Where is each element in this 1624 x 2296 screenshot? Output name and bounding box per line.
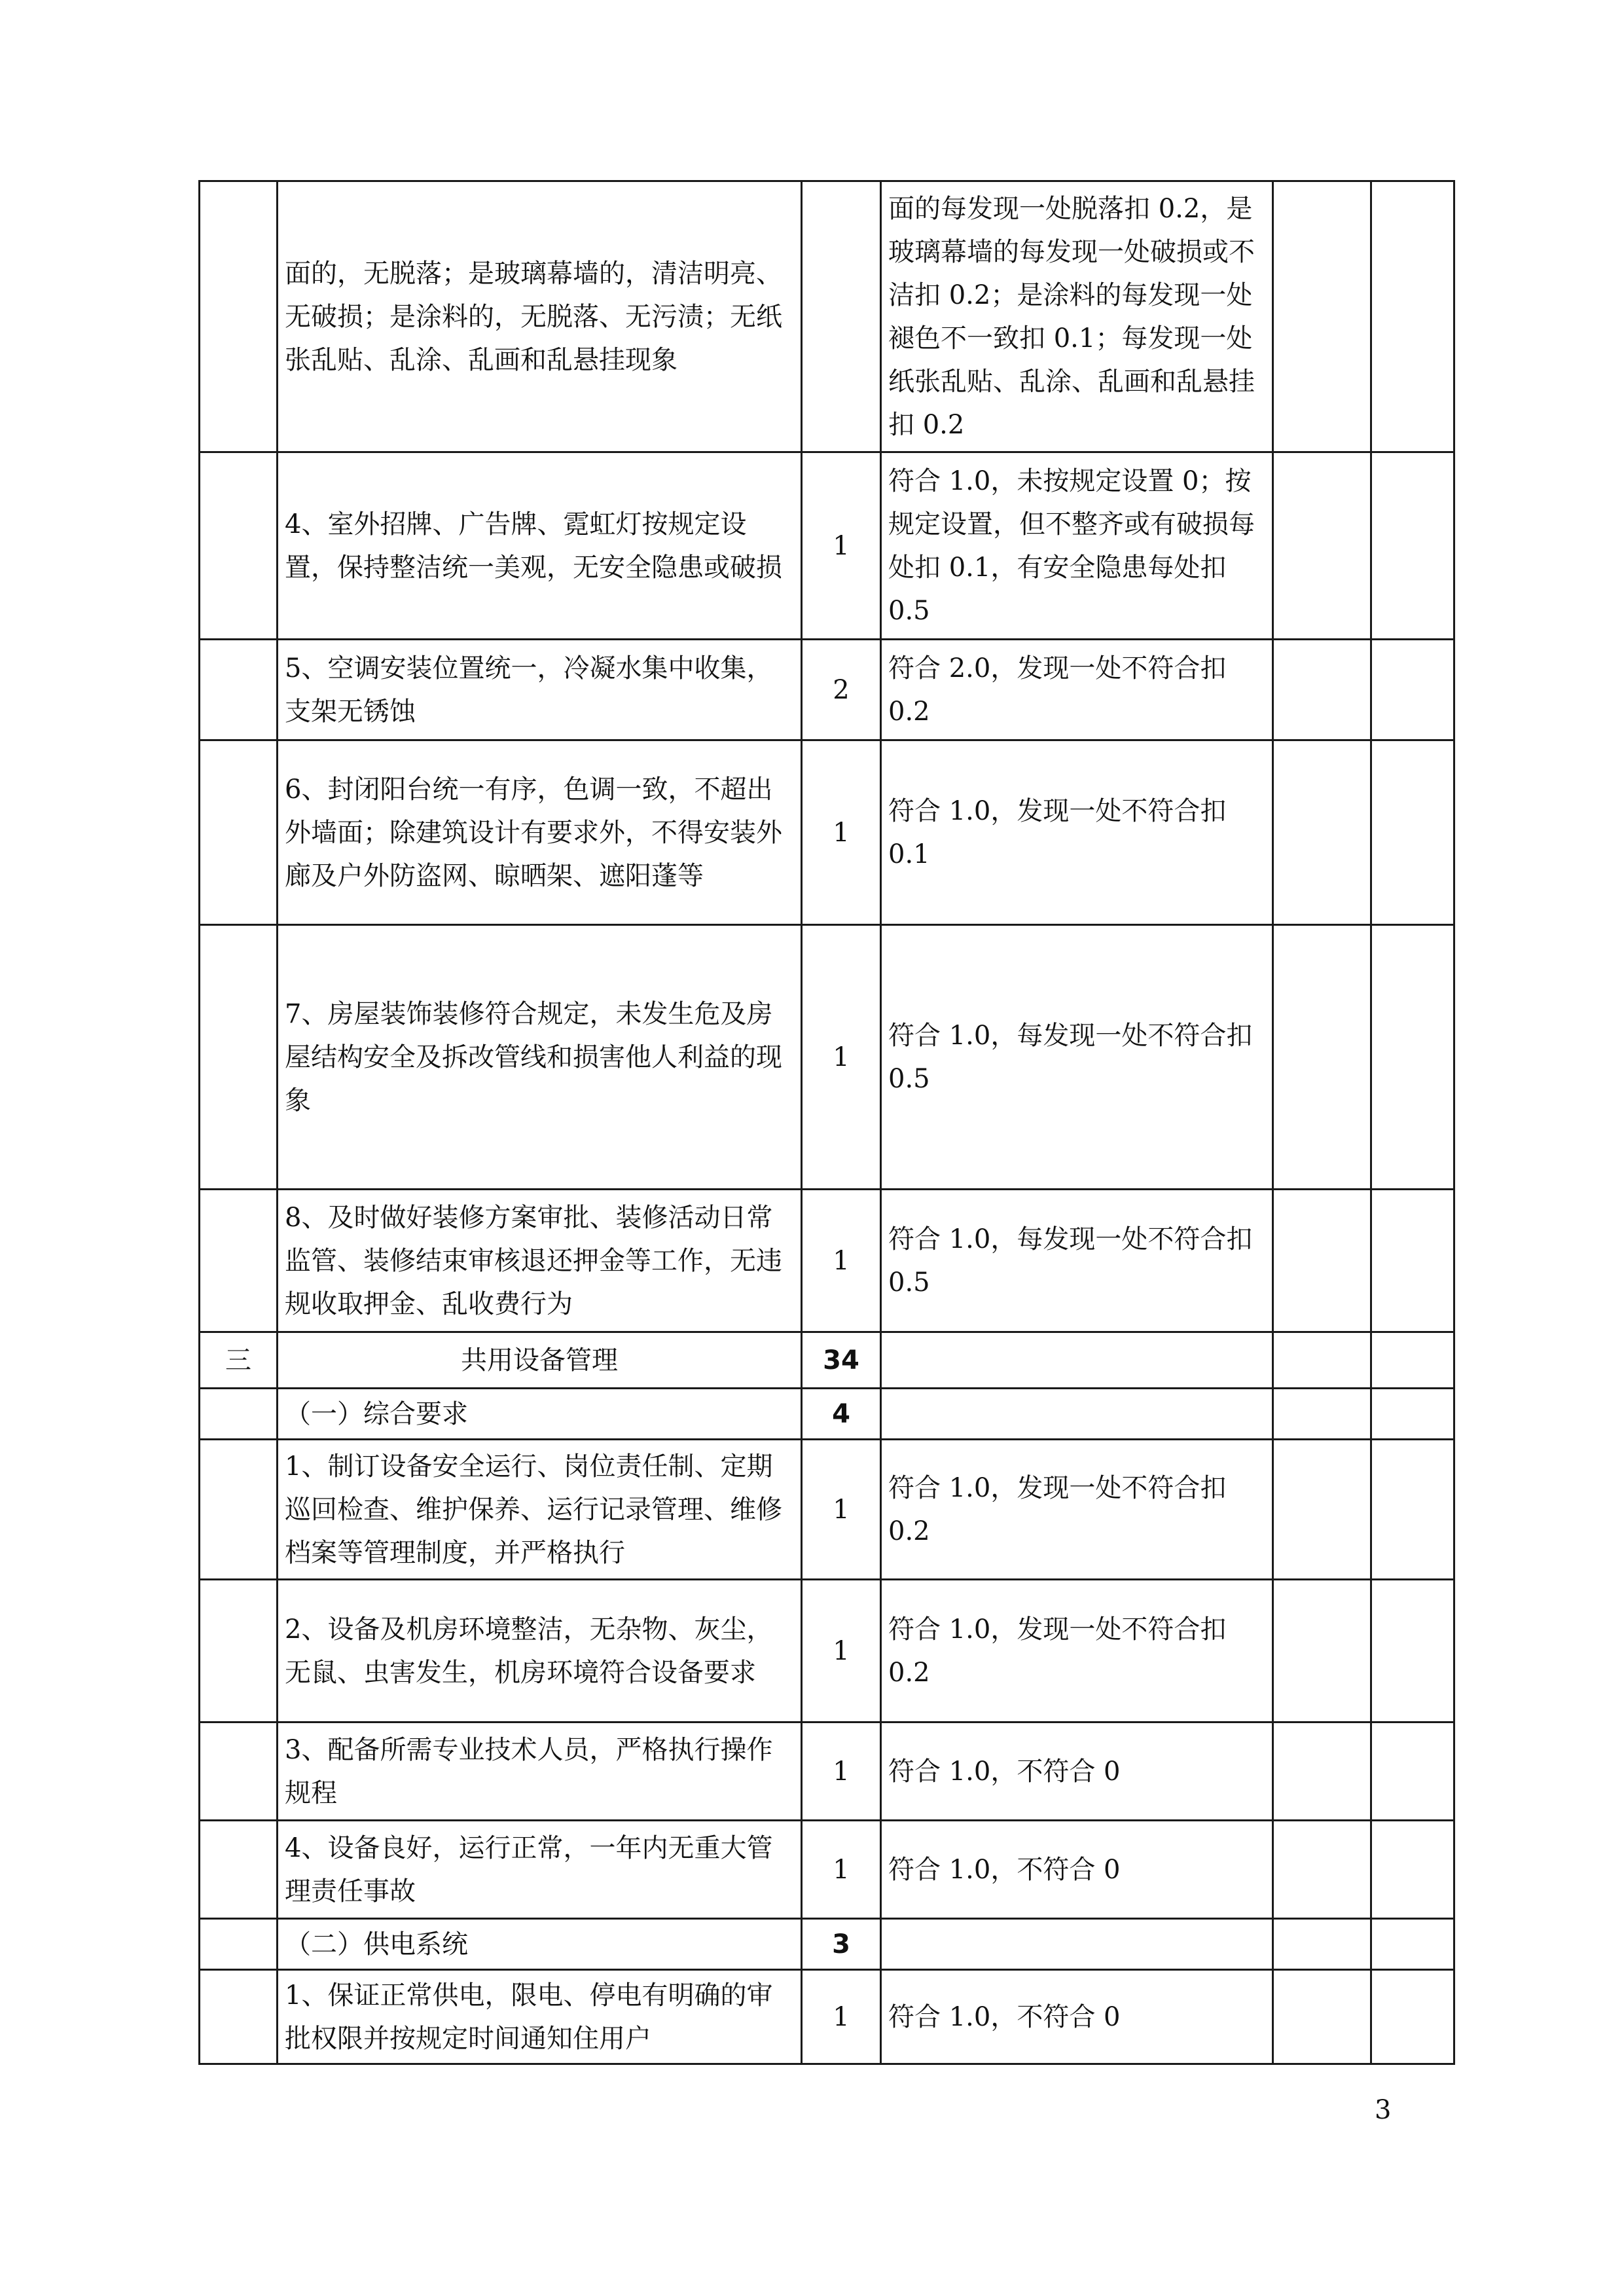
table-row [200,925,1454,1190]
item-cell: 2、设备及机房环境整洁，无杂物、灰尘，无鼠、虫害发生，机房环境符合设备要求 [278,1580,802,1722]
section-cell [200,1389,278,1440]
section-cell [200,640,278,740]
rule-cell: 符合 1.0，每发现一处不符合扣 0.5 [881,1190,1273,1332]
item-cell: 3、配备所需专业技术人员，严格执行操作规程 [278,1722,802,1821]
blank-cell [1273,1919,1371,1970]
blank-cell [1371,1389,1454,1440]
section-cell [200,1722,278,1821]
blank-cell [1273,181,1371,452]
score-cell: 4 [802,1389,881,1440]
rule-cell [881,1389,1273,1440]
score-cell: 34 [802,1332,881,1389]
table-row [200,1722,1454,1821]
section-cell [200,1821,278,1919]
blank-cell [1371,1821,1454,1919]
table-row [200,1919,1454,1970]
blank-cell [1273,1332,1371,1389]
rule-cell: 符合 1.0，每发现一处不符合扣 0.5 [881,925,1273,1190]
item-cell: 4、设备良好，运行正常，一年内无重大管理责任事故 [278,1821,802,1919]
section-cell [200,1919,278,1970]
table-row [200,740,1454,925]
subsection-title: （一）综合要求 [278,1389,802,1440]
section-cell [200,181,278,452]
score-cell: 1 [802,452,881,640]
blank-cell [1371,181,1454,452]
item-cell: 5、空调安装位置统一，冷凝水集中收集，支架无锈蚀 [278,640,802,740]
assessment-table [198,180,1455,2065]
rule-cell: 符合 1.0，发现一处不符合扣 0.2 [881,1440,1273,1580]
blank-cell [1371,1919,1454,1970]
table-row [200,1970,1454,2064]
rule-cell: 符合 1.0，不符合 0 [881,1722,1273,1821]
section-title: 共用设备管理 [278,1332,802,1389]
table-row [200,1440,1454,1580]
item-cell: 4、室外招牌、广告牌、霓虹灯按规定设置，保持整洁统一美观，无安全隐患或破损 [278,452,802,640]
rule-cell: 面的每发现一处脱落扣 0.2，是玻璃幕墙的每发现一处破损或不洁扣 0.2；是涂料的每发现一处褪色不一致扣 0.1；每发现一处纸张乱贴、乱涂、乱画和乱悬挂扣 0.2 [881,181,1273,452]
section-cell [200,740,278,925]
table-row [200,452,1454,640]
section-cell [200,1440,278,1580]
blank-cell [1273,1970,1371,2064]
blank-cell [1371,640,1454,740]
table-row [200,1389,1454,1440]
rule-cell: 符合 1.0，发现一处不符合扣 0.1 [881,740,1273,925]
blank-cell [1273,1389,1371,1440]
score-cell: 1 [802,1440,881,1580]
score-cell: 1 [802,1821,881,1919]
blank-cell [1273,1580,1371,1722]
blank-cell [1273,1821,1371,1919]
score-cell: 1 [802,1580,881,1722]
page-number: 3 [1375,2095,1392,2125]
table-row [200,640,1454,740]
rule-cell: 符合 1.0，不符合 0 [881,1970,1273,2064]
score-cell: 1 [802,1190,881,1332]
rule-cell: 符合 1.0，未按规定设置 0；按规定设置，但不整齐或有破损每处扣 0.1，有安全隐患每处扣 0.5 [881,452,1273,640]
table-row [200,1332,1454,1389]
subsection-title: （二）供电系统 [278,1919,802,1970]
item-cell: 7、房屋装饰装修符合规定，未发生危及房屋结构安全及拆改管线和损害他人利益的现象 [278,925,802,1190]
score-cell [802,181,881,452]
item-cell: 1、保证正常供电，限电、停电有明确的审批权限并按规定时间通知住用户 [278,1970,802,2064]
table-row [200,1821,1454,1919]
section-cell [200,452,278,640]
score-cell: 1 [802,740,881,925]
blank-cell [1273,640,1371,740]
blank-cell [1371,452,1454,640]
blank-cell [1371,740,1454,925]
blank-cell [1273,1722,1371,1821]
score-cell: 1 [802,1970,881,2064]
table-row [200,181,1454,452]
blank-cell [1371,925,1454,1190]
blank-cell [1273,1190,1371,1332]
rule-cell [881,1332,1273,1389]
blank-cell [1371,1580,1454,1722]
score-cell: 3 [802,1919,881,1970]
rule-cell: 符合 1.0，发现一处不符合扣 0.2 [881,1580,1273,1722]
blank-cell [1371,1190,1454,1332]
section-cell [200,925,278,1190]
blank-cell [1273,452,1371,640]
rule-cell: 符合 1.0，不符合 0 [881,1821,1273,1919]
section-cell [200,1580,278,1722]
rule-cell [881,1919,1273,1970]
table-row [200,1580,1454,1722]
section-number: 三 [200,1332,278,1389]
table-row [200,1190,1454,1332]
item-cell: 8、及时做好装修方案审批、装修活动日常监管、装修结束审核退还押金等工作，无违规收取押金、乱收费行为 [278,1190,802,1332]
score-cell: 2 [802,640,881,740]
score-cell: 1 [802,1722,881,1821]
blank-cell [1371,1970,1454,2064]
item-cell: 1、制订设备安全运行、岗位责任制、定期巡回检查、维护保养、运行记录管理、维修档案等管理制度，并严格执行 [278,1440,802,1580]
section-cell [200,1190,278,1332]
score-cell: 1 [802,925,881,1190]
blank-cell [1273,925,1371,1190]
item-cell: 面的，无脱落；是玻璃幕墙的，清洁明亮、无破损；是涂料的，无脱落、无污渍；无纸张乱贴、乱涂、乱画和乱悬挂现象 [278,181,802,452]
blank-cell [1273,1440,1371,1580]
rule-cell: 符合 2.0，发现一处不符合扣 0.2 [881,640,1273,740]
blank-cell [1371,1440,1454,1580]
section-cell [200,1970,278,2064]
blank-cell [1371,1722,1454,1821]
blank-cell [1371,1332,1454,1389]
item-cell: 6、封闭阳台统一有序，色调一致，不超出外墙面；除建筑设计有要求外，不得安装外廊及户外防盗网、晾晒架、遮阳蓬等 [278,740,802,925]
blank-cell [1273,740,1371,925]
